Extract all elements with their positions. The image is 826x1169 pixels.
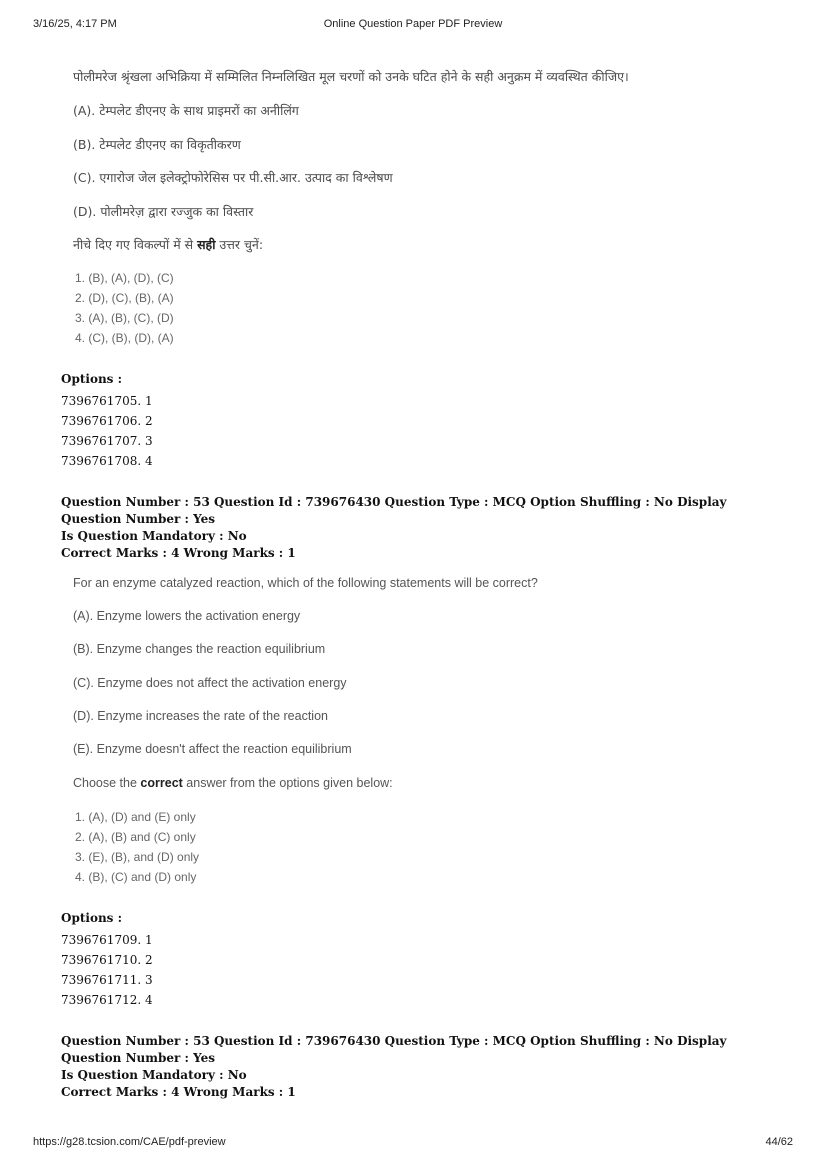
question-meta-line-3: Correct Marks : 4 Wrong Marks : 1 [61, 1085, 296, 1099]
print-footer [33, 1136, 793, 1152]
option-id-row: 7396761708. 4 [61, 454, 153, 468]
question-53-choice-3: 3. (E), (B), and (D) only [75, 850, 200, 864]
question-52-statement-c: (C). एगारोज जेल इलेक्ट्रोफोरेसिस पर पी.सी.आर. उत्पाद का विश्लेषण [73, 170, 393, 185]
question-52-statement-a: (A). टेम्पलेट डीएनए के साथ प्राइमरों का अनीलिंग [73, 103, 299, 118]
question-53-choice-1: 1. (A), (D) and (E) only [75, 810, 196, 824]
question-52-choice-4: 4. (C), (B), (D), (A) [75, 331, 174, 345]
question-53-options [61, 911, 153, 1010]
question-53-statement-e: (E). Enzyme doesn't affect the reaction equilibrium [73, 742, 352, 756]
question-53-instruction: Choose the correct answer from the options given below: [73, 776, 393, 790]
options-label: Options : [61, 372, 123, 386]
question-52-choice-3: 3. (A), (B), (C), (D) [75, 311, 174, 325]
question-53-statement-d: (D). Enzyme increases the rate of the reaction [73, 709, 328, 723]
question-53-repeat-meta [61, 1033, 771, 1101]
question-53-meta-line-3: Correct Marks : 4 Wrong Marks : 1 [61, 546, 296, 560]
question-meta-line-2: Is Question Mandatory : No [61, 1068, 247, 1082]
question-52-instruction: नीचे दिए गए विकल्पों में से सही उत्तर चुनें: [73, 237, 264, 252]
question-52-stem: पोलीमरेज श्रृंखला अभिक्रिया में सम्मिलित निम्नलिखित मूल चरणों को उनके घटित होने के सही अनुक्रम में व्यवस्थित कीजिए। [73, 69, 629, 84]
print-url: https://g28.tcsion.com/CAE/pdf-preview [33, 1136, 226, 1148]
question-53-stem: For an enzyme catalyzed reaction, which of the following statements will be correct? [73, 576, 538, 590]
question-52-choice-2: 2. (D), (C), (B), (A) [75, 291, 174, 305]
question-53-statement-c: (C). Enzyme does not affect the activation energy [73, 676, 347, 690]
option-id-row: 7396761710. 2 [61, 953, 153, 967]
option-id-row: 7396761712. 4 [61, 993, 153, 1007]
options-label: Options : [61, 911, 123, 925]
question-53-choice-4: 4. (B), (C) and (D) only [75, 870, 197, 884]
question-meta-line-1: Question Number : 53 Question Id : 739676430 Question Type : MCQ Option Shuffling : No Display Question Number : Yes [61, 1034, 727, 1065]
option-id-row: 7396761705. 1 [61, 394, 153, 408]
question-52-choice-1: 1. (B), (A), (D), (C) [75, 271, 174, 285]
question-53-statement-a: (A). Enzyme lowers the activation energy [73, 609, 301, 623]
option-id-row: 7396761706. 2 [61, 414, 153, 428]
print-datetime: 3/16/25, 4:17 PM [33, 18, 117, 30]
option-id-row: 7396761709. 1 [61, 933, 153, 947]
question-53-statement-b: (B). Enzyme changes the reaction equilibrium [73, 642, 326, 656]
question-53-meta [61, 494, 771, 562]
question-52-statement-d: (D). पोलीमरेज़ द्वारा रज्जुक का विस्तार [73, 204, 254, 219]
print-header [33, 18, 793, 34]
question-53-meta-line-2: Is Question Mandatory : No [61, 529, 247, 543]
print-page-title: Online Question Paper PDF Preview [323, 18, 503, 30]
option-id-row: 7396761707. 3 [61, 434, 153, 448]
question-53-choice-2: 2. (A), (B) and (C) only [75, 830, 196, 844]
question-53-meta-line-1: Question Number : 53 Question Id : 739676430 Question Type : MCQ Option Shuffling : No Display Question Number : Yes [61, 495, 727, 526]
question-52-statement-b: (B). टेम्पलेट डीएनए का विकृतीकरण [73, 137, 241, 152]
option-id-row: 7396761711. 3 [61, 973, 153, 987]
question-52-options [61, 372, 153, 471]
print-page-number: 44/62 [765, 1136, 793, 1148]
